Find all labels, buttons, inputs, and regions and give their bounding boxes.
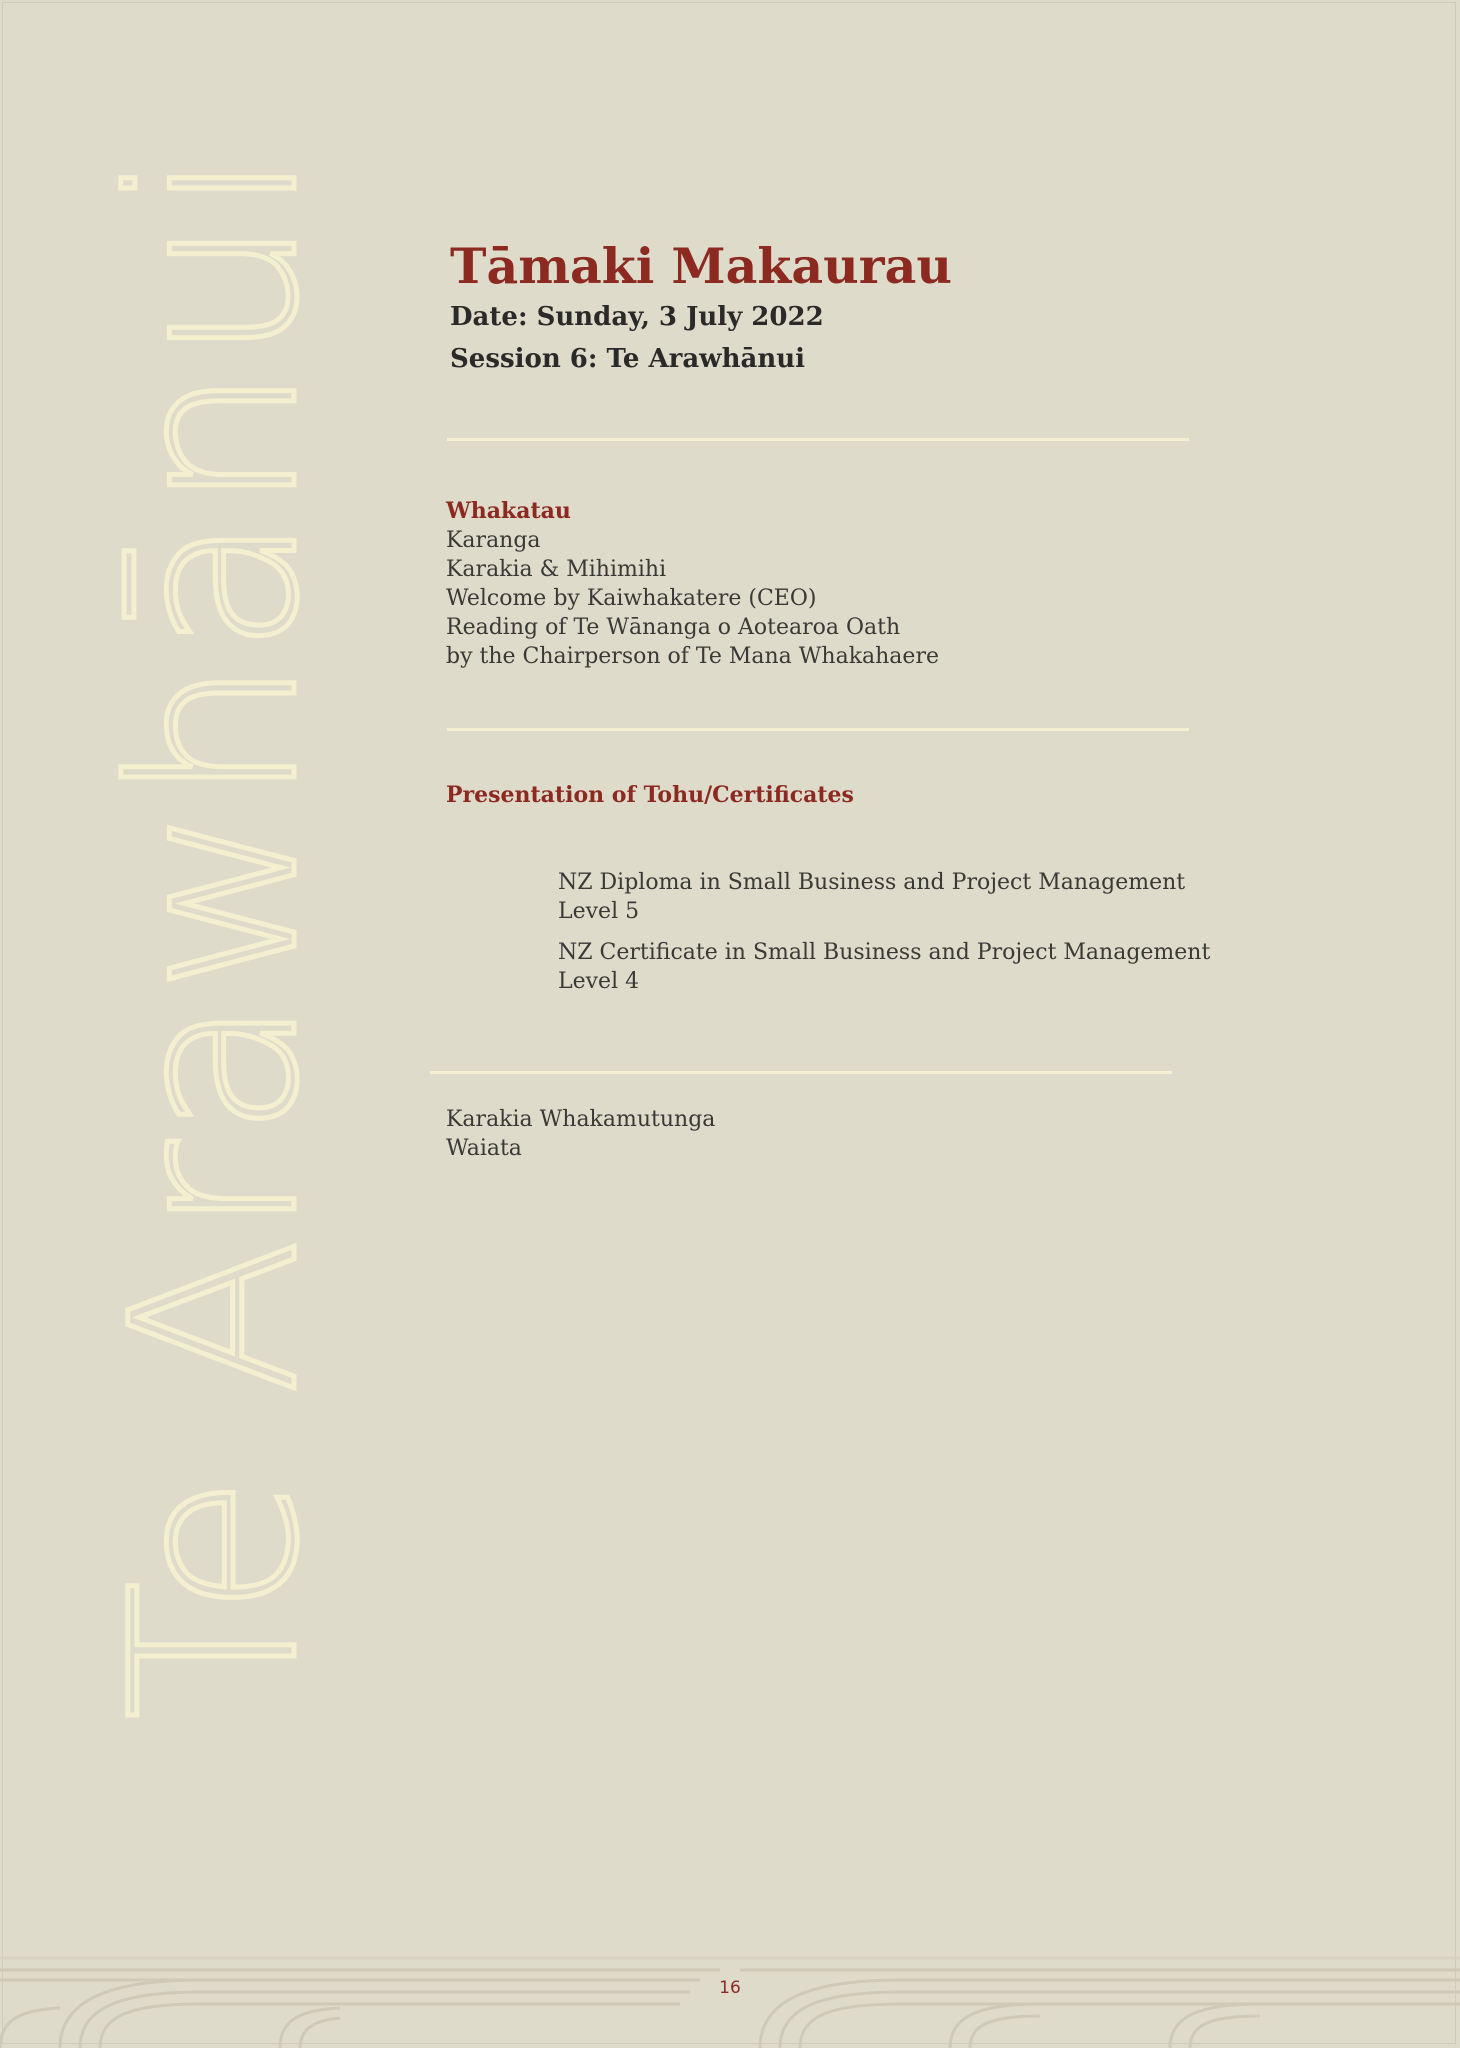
footer-pattern — [0, 1950, 1460, 2048]
qualification-name: NZ Certificate in Small Business and Project Management — [558, 940, 1211, 965]
header-block — [450, 236, 1240, 380]
divider-rule — [430, 1071, 1172, 1074]
date-line: Date: Sunday, 3 July 2022 — [450, 302, 824, 332]
whakatau-heading: Whakatau — [446, 498, 571, 524]
presentation-heading: Presentation of Tohu/Certificates — [446, 782, 854, 808]
list-item: Welcome by Kaiwhakatere (CEO) — [446, 586, 817, 611]
list-item: Waiata — [446, 1136, 522, 1161]
list-item: Karakia Whakamutunga — [446, 1107, 716, 1132]
list-item: Karakia & Mihimihi — [446, 557, 667, 582]
session-line: Session 6: Te Arawhānui — [450, 344, 805, 374]
qualification-item — [558, 938, 1210, 996]
whakatau-list — [446, 526, 939, 671]
side-title-watermark: Te Arawhānui — [82, 146, 348, 1720]
qualification-item — [558, 868, 1185, 926]
page-title: Tāmaki Makaurau — [450, 237, 952, 295]
qualification-level: Level 5 — [558, 899, 640, 924]
divider-rule — [447, 438, 1189, 441]
divider-rule — [447, 728, 1189, 731]
list-item: by the Chairperson of Te Mana Whakahaere — [446, 644, 939, 669]
list-item: Reading of Te Wānanga o Aotearoa Oath — [446, 615, 901, 640]
qualification-name: NZ Diploma in Small Business and Project Management — [558, 870, 1186, 895]
page-number: 16 — [719, 1978, 741, 1998]
qualification-level: Level 4 — [558, 969, 640, 994]
closing-list — [446, 1105, 715, 1163]
list-item: Karanga — [446, 528, 541, 553]
